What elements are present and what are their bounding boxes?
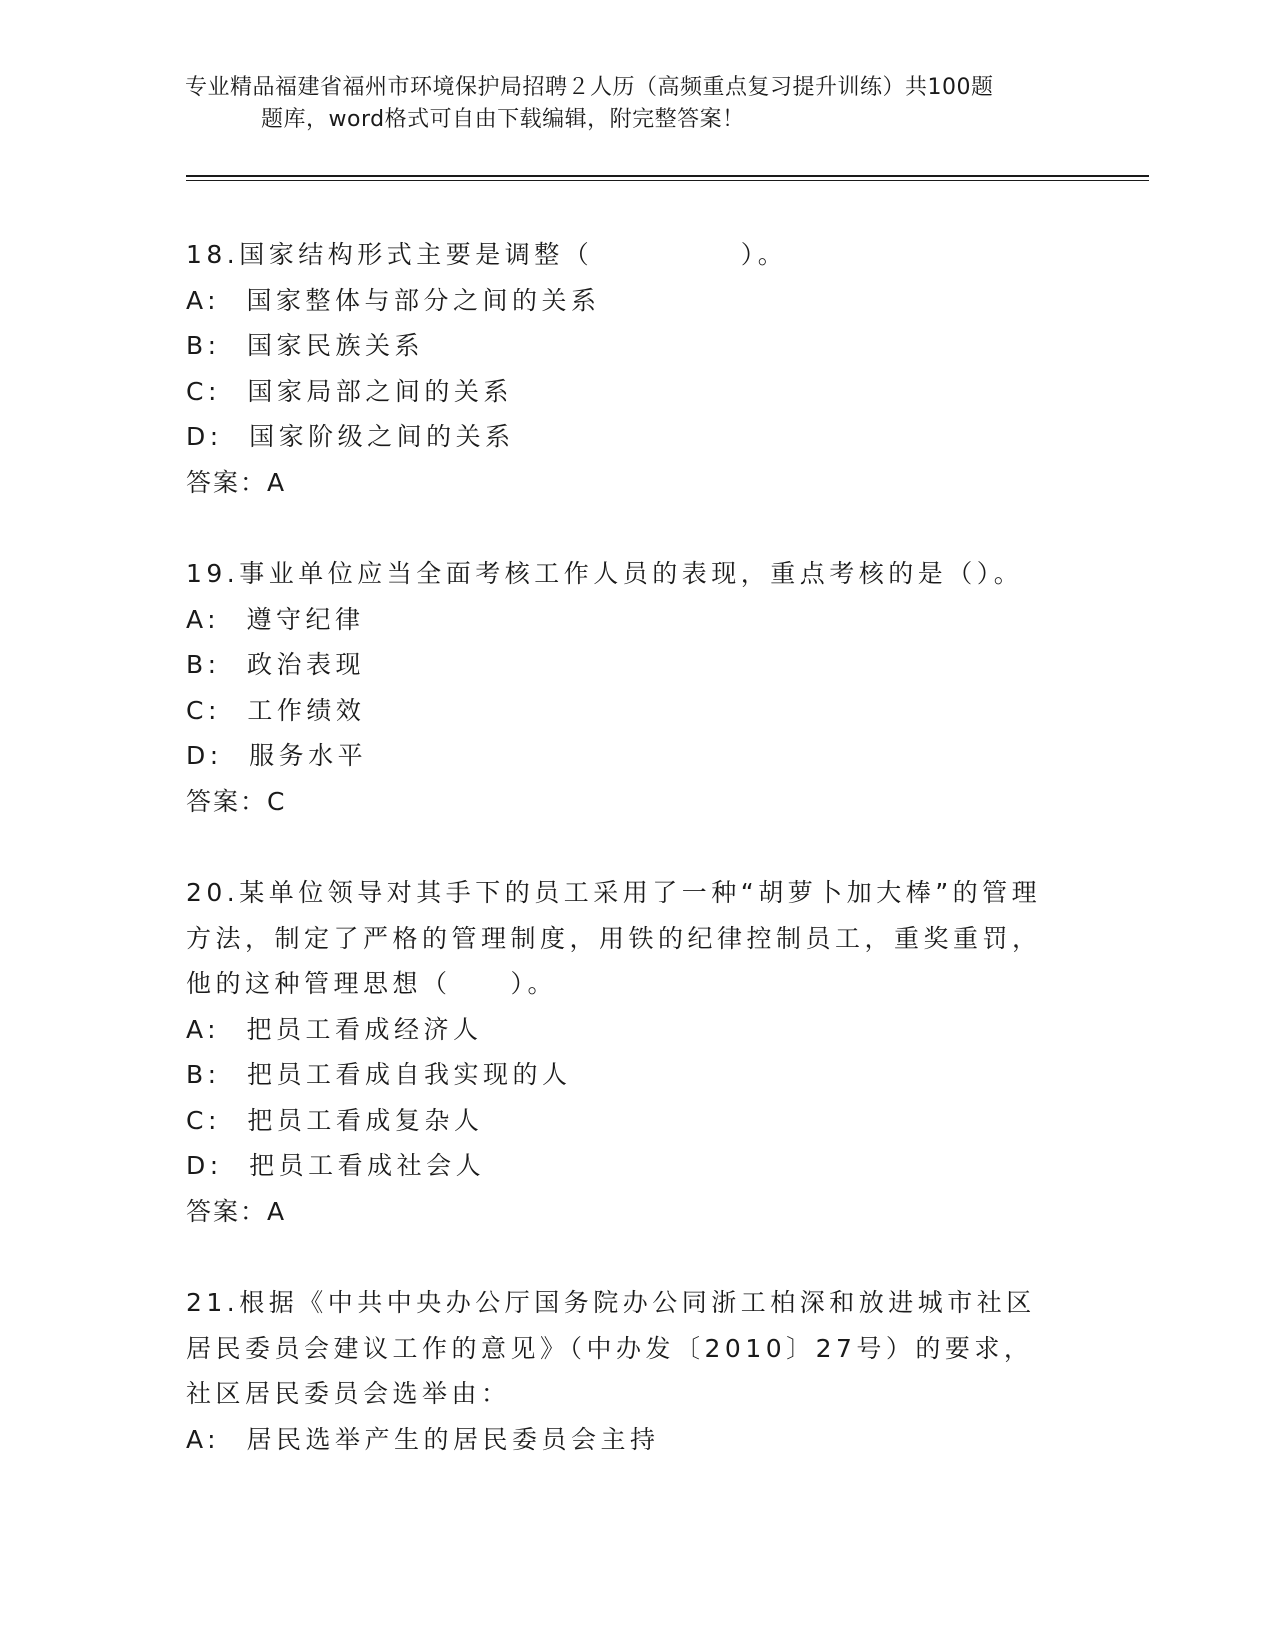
document-header	[185, 72, 1085, 136]
question-stem: 21.根据《中共中央办公厅国务院办公同浙工柏深和放进城市社区居民委员会建议工作的意见》（中办发〔2010〕27号）的要求，社区居民委员会选举由：	[186, 1288, 1036, 1408]
header-divider-thick	[186, 175, 1149, 177]
option-key: B:	[186, 650, 221, 679]
option-text: 遵守纪律	[246, 604, 365, 634]
header-title-line-1: 专业精品福建省福州市环境保护局招聘２人历（高频重点复习提升训练）共100题	[185, 75, 994, 100]
question-18	[186, 232, 1086, 505]
option-key: A:	[186, 604, 221, 634]
option-d	[186, 414, 1086, 460]
question-stem: 20.某单位领导对其手下的员工采用了一种“胡萝卜加大棒”的管理方法，制定了严格的管理制度，用铁的纪律控制员工，重奖重罚，他的这种管理思想（ ）。	[186, 878, 1042, 998]
header-divider-thin	[186, 180, 1149, 181]
option-d	[186, 1143, 1086, 1189]
option-text: 把员工看成自我实现的人	[247, 1060, 572, 1089]
option-c	[186, 688, 1086, 734]
answer-line: 答案：C	[186, 786, 287, 816]
option-text: 居民选举产生的居民委员会主持	[246, 1424, 660, 1454]
option-key: C:	[186, 1105, 221, 1135]
option-key: D:	[186, 741, 223, 770]
option-key: D:	[186, 422, 223, 451]
header-title-line-2: 题库，word格式可自由下载编辑，附完整答案！	[261, 107, 745, 132]
option-b	[186, 642, 1086, 688]
option-text: 国家局部之间的关系	[247, 376, 513, 406]
option-d	[186, 733, 1086, 779]
option-key: A:	[186, 1424, 221, 1454]
option-a	[186, 597, 1086, 643]
question-stem: 19.事业单位应当全面考核工作人员的表现，重点考核的是（）。	[186, 559, 1024, 588]
answer-line: 答案：A	[186, 467, 287, 497]
option-text: 工作绩效	[247, 695, 366, 725]
question-19	[186, 551, 1086, 824]
option-a	[186, 278, 1086, 324]
option-text: 国家民族关系	[247, 331, 425, 360]
option-text: 把员工看成经济人	[246, 1014, 483, 1044]
option-key: B:	[186, 331, 221, 360]
option-text: 国家阶级之间的关系	[249, 422, 515, 451]
answer-line: 答案：A	[186, 1196, 287, 1226]
option-c	[186, 1098, 1086, 1144]
question-stem: 18.国家结构形式主要是调整（ ）。	[186, 240, 788, 269]
option-text: 把员工看成社会人	[249, 1151, 486, 1180]
option-text: 把员工看成复杂人	[247, 1105, 484, 1135]
option-a	[186, 1007, 1086, 1053]
option-text: 政治表现	[247, 650, 366, 679]
option-key: B:	[186, 1060, 221, 1089]
option-a	[186, 1417, 1086, 1463]
option-key: A:	[186, 1014, 221, 1044]
option-key: C:	[186, 695, 221, 725]
option-b	[186, 323, 1086, 369]
option-key: C:	[186, 376, 221, 406]
option-text: 国家整体与部分之间的关系	[246, 285, 601, 315]
option-b	[186, 1052, 1086, 1098]
option-key: A:	[186, 285, 221, 315]
question-21	[186, 1280, 1086, 1462]
option-text: 服务水平	[249, 741, 368, 770]
option-key: D:	[186, 1151, 223, 1180]
option-c	[186, 369, 1086, 415]
question-list	[186, 232, 1086, 1508]
question-20	[186, 870, 1086, 1234]
